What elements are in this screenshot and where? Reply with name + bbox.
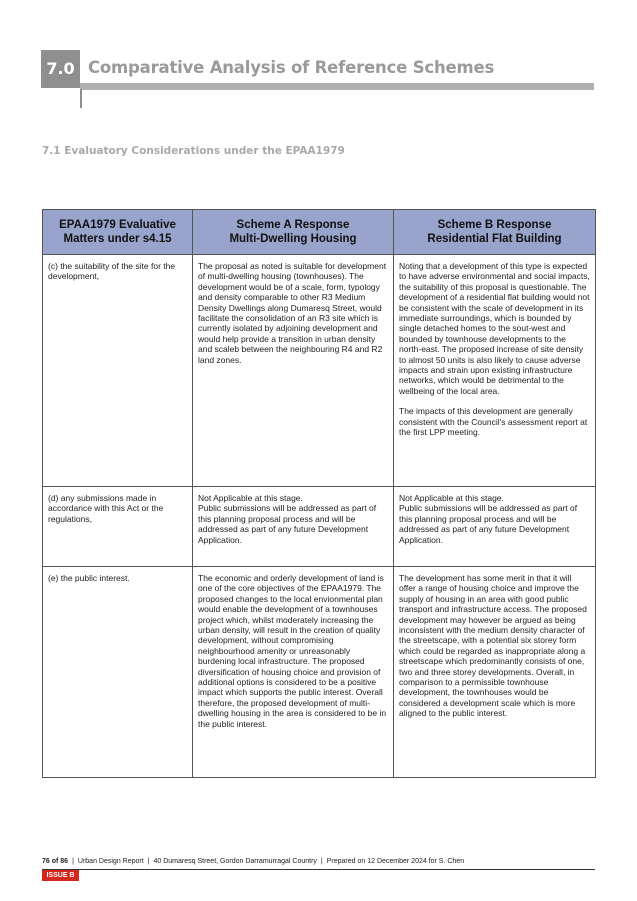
cell-paragraph: Public submissions will be addressed as part of this planning proposal process and will be addressed as part of any future Development Application. [399, 503, 578, 545]
cell-paragraph: Noting that a development of this type is expected to have adverse environmental and social impacts, the suitability of this proposal is questionable. The development of a residential flat building would not be consistent with the scale of development in its immediate surroundings, which is bounded by single detached homes to the sout-west and bounded by townhouse developments to the north-east. The proposed increase of site density to almost 50 units is also likely to cause adverse impacts and strain upon existing infrastructure networks, which would be detrimental to the wellbeing of the local area. [399, 261, 590, 396]
table-row [43, 487, 596, 567]
evaluation-table [42, 209, 596, 778]
header-line: Multi-Dwelling Housing [229, 233, 357, 245]
header-line: Matters under s4.15 [63, 233, 172, 245]
section-vertical-rule [80, 89, 82, 108]
footer-prepared: Prepared on 12 December 2024 for S. Chen [326, 858, 465, 865]
cell-line: Not Applicable at this stage. [198, 493, 303, 503]
scheme-b-cell: The development has some merit in that it will offer a range of housing choice and improve the supply of housing in an area with good public transport and infrastructure access. The proposed development may however be argued as being inconsistent with the medium density character of the streetscape, with a potential six storey form which could be regarded as inappropriate along a streetscape which predominantly consists of one, two and three storey developments. Overall, in comparison to a permissible townhouse development, the townhouses would be considered a development scale which is more aligned to the public interest. [394, 567, 596, 778]
issue-badge: ISSUE B [42, 870, 79, 881]
header-scheme-a [193, 210, 394, 255]
footer-doc-title: Urban Design Report [77, 858, 144, 865]
header-line: EPAA1979 Evaluative [59, 219, 176, 231]
page-footer [42, 858, 464, 865]
header-line: Scheme A Response [236, 219, 350, 231]
table-row [43, 567, 596, 778]
cell-paragraph: The impacts of this development are generally consistent with the Council's assessment report at the first LPP meeting. [399, 406, 588, 438]
section-title: Comparative Analysis of Reference Schemes [88, 58, 495, 77]
matter-cell: (e) the public interest. [43, 567, 193, 778]
page-number: 76 of 86 [42, 858, 69, 865]
table-row [43, 255, 596, 487]
footer-separator: | [320, 858, 323, 865]
footer-address: 40 Dumaresq Street, Gordon Darramurragal Country [153, 858, 317, 865]
cell-paragraph: Public submissions will be addressed as part of this planning proposal process and will be addressed as part of any future Development Application. [198, 503, 377, 545]
section-title-rule [80, 83, 594, 90]
matter-cell: (c) the suitability of the site for the development, [43, 255, 193, 487]
subsection-title: 7.1 Evaluatory Considerations under the EPAA1979 [42, 145, 345, 157]
scheme-b-cell [394, 487, 596, 567]
footer-rule [42, 869, 595, 870]
scheme-a-cell [193, 487, 394, 567]
scheme-a-cell: The proposal as noted is suitable for development of multi-dwelling housing (townhouses). The development would be of a scale, form, typology and density comparable to other R3 Medium Density Dwellings along Dumaresq Street, would facilitate the consolidation of an R3 site which is currently isolated by adjoining development and would help provide a transition in urban density and scaleb between the neighbouring R4 and R2 land zones. [193, 255, 394, 487]
section-number-badge: 7.0 [41, 50, 80, 88]
header-epaa-matters [43, 210, 193, 255]
matter-cell: (d) any submissions made in accordance with this Act or the regulations, [43, 487, 193, 567]
header-scheme-b [394, 210, 596, 255]
scheme-a-cell: The economic and orderly development of land is one of the core objectives of the EPAA1979. The proposed changes to the local envionmental plan would enable the development of a townhouses project which, whilst moderately increasing the urban density, will result in the creation of quality development, without compromising neighbourhood amenity or unreasonably burdening local infrastructure. The proposed diversification of housing choice and provision of additional options is considered to be a positive impact which supports the public interest. Overall therefore, the proposed development of multi-dwelling housing in the area is considered to be in the public interest. [193, 567, 394, 778]
header-line: Scheme B Response [437, 219, 552, 231]
footer-separator: | [147, 858, 150, 865]
table-header-row [43, 210, 596, 255]
cell-line: Not Applicable at this stage. [399, 493, 504, 503]
header-line: Residential Flat Building [427, 233, 562, 245]
scheme-b-cell [394, 255, 596, 487]
footer-separator: | [72, 858, 74, 865]
